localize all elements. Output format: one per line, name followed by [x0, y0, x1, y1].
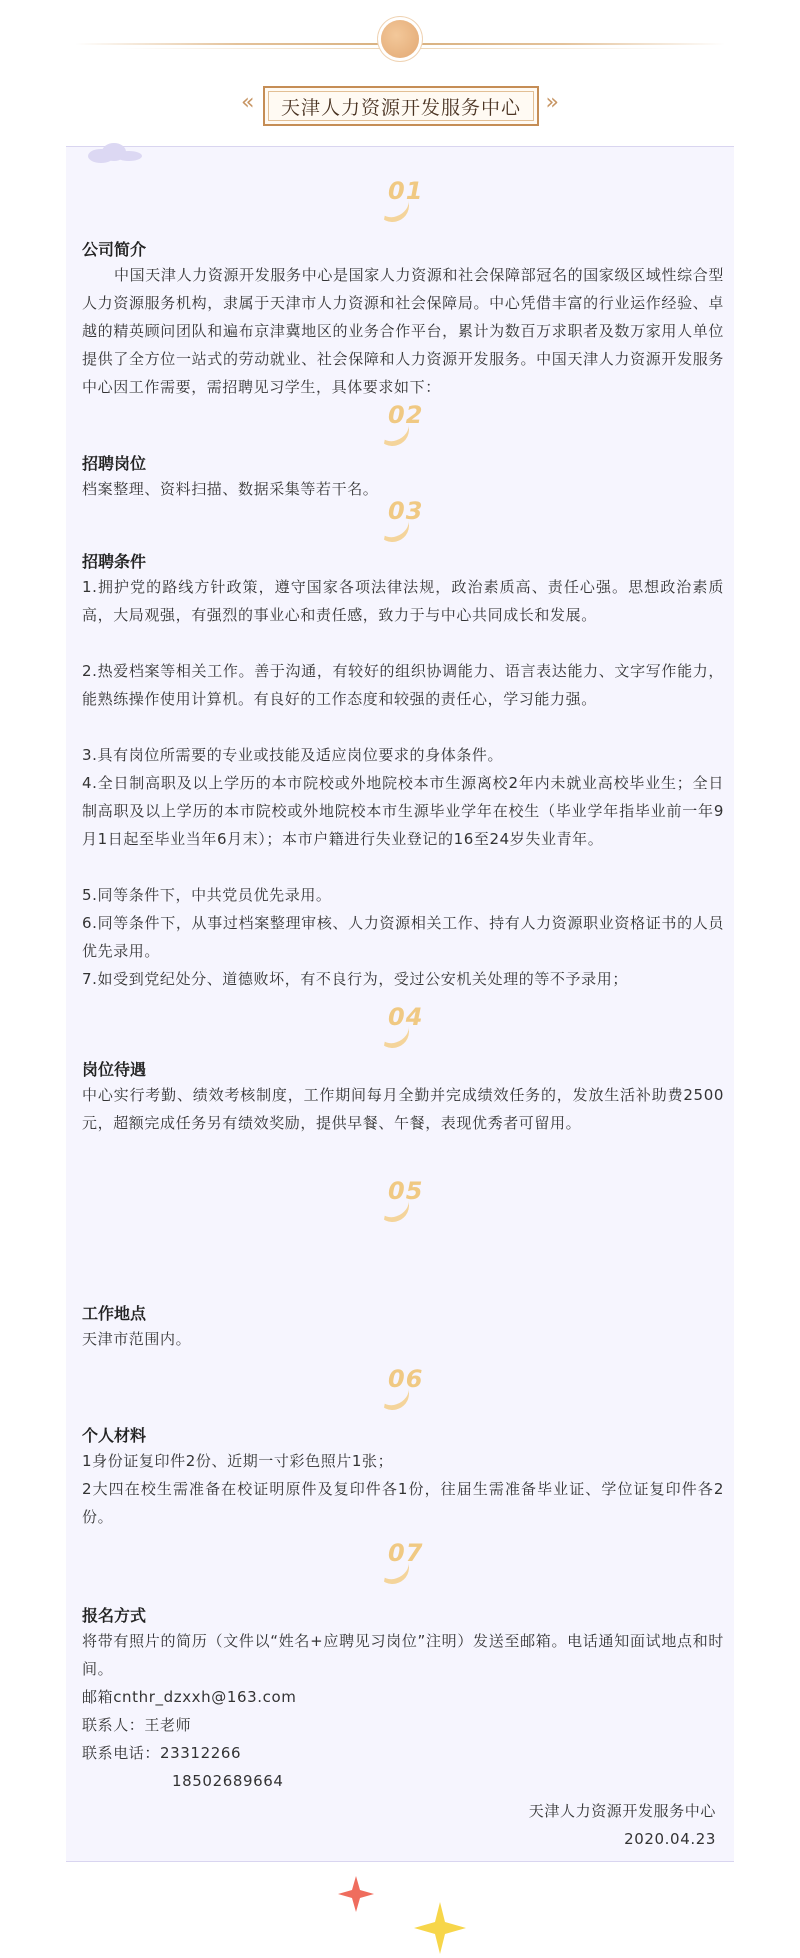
benefits-paragraph: 中心实行考勤、绩效考核制度，工作期间每月全勤并完成绩效任务的，发放生活补助费2500元，超额完成任务另有绩效奖励，提供早餐、午餐，表现优秀者可留用。: [82, 1086, 724, 1132]
section-number-04: 04: [374, 1003, 434, 1045]
section-title-benefits: 岗位待遇: [82, 1060, 147, 1079]
left-chevron-ornament-icon: «: [241, 90, 255, 115]
yellow-sparkle-icon: [412, 1900, 468, 1956]
section-number-01: 01: [374, 177, 434, 219]
requirement-item-5: 5.同等条件下，中共党员优先录用。: [82, 886, 332, 904]
footer-date: 2020.04.23: [624, 1830, 716, 1848]
section-number-07: 07: [374, 1539, 434, 1581]
section-number-02: 02: [374, 401, 434, 443]
page-title-banner: [241, 86, 559, 126]
section-title-company-intro: 公司简介: [82, 240, 147, 259]
requirement-item-6: 6.同等条件下，从事过档案整理审核、人力资源相关工作、持有人力资源职业资格证书的人员优先录用。: [82, 914, 724, 960]
section-title-materials: 个人材料: [82, 1426, 147, 1445]
requirement-item-4: 4.全日制高职及以上学历的本市院校或外地院校本市生源离校2年内未就业高校毕业生；全日制高职及以上学历的本市院校或外地院校本市生源毕业学年在校生（毕业学年指毕业前一年9月1日起至毕业当年6月末）；本市户籍进行失业登记的16至24岁失业青年。: [82, 774, 724, 848]
right-chevron-ornament-icon: »: [545, 90, 559, 115]
red-sparkle-icon: [336, 1874, 376, 1914]
section-title-application: 报名方式: [82, 1606, 147, 1625]
location-paragraph: 天津市范围内。: [82, 1330, 192, 1348]
section-title-location: 工作地点: [82, 1304, 147, 1323]
section-title-positions: 招聘岗位: [82, 454, 147, 473]
footer-organization: 天津人力资源开发服务中心: [528, 1802, 716, 1820]
cloud-ornament-icon: [80, 141, 144, 167]
materials-item-1: 1身份证复印件2份、近期一寸彩色照片1张；: [82, 1452, 394, 1470]
section-title-requirements: 招聘条件: [82, 552, 147, 571]
requirement-item-1: 1.拥护党的路线方针政策，遵守国家各项法律法规，政治素质高、责任心强。思想政治素质高，大局观强，有强烈的事业心和责任感，致力于与中心共同成长和发展。: [82, 578, 724, 624]
page-title: 天津人力资源开发服务中心: [280, 96, 521, 119]
section-number-03: 03: [374, 497, 434, 539]
materials-item-2: 2大四在校生需准备在校证明原件及复印件各1份，往届生需准备毕业证、学位证复印件各2份。: [82, 1480, 724, 1526]
company-intro-paragraph: 中国天津人力资源开发服务中心是国家人力资源和社会保障部冠名的国家级区域性综合型人力资源服务机构，隶属于天津市人力资源和社会保障局。中心凭借丰富的行业运作经验、卓越的精英顾问团队和遍布京津冀地区的业务合作平台，累计为数百万求职者及数万家用人单位提供了全方位一站式的劳动就业、社会保障和人力资源开发服务。中国天津人力资源开发服务中心因工作需要，需招聘见习学生，具体要求如下：: [82, 266, 724, 396]
requirement-item-7: 7.如受到党纪处分、道德败坏，有不良行为，受过公安机关处理的等不予录用；: [82, 970, 628, 988]
application-paragraph: 将带有照片的简历（文件以“姓名+应聘见习岗位”注明）发送至邮箱。电话通知面试地点和时间。: [82, 1632, 724, 1678]
application-contact-person: 联系人：王老师: [82, 1716, 192, 1734]
requirement-item-2: 2.热爱档案等相关工作。善于沟通，有较好的组织协调能力、语言表达能力、文字写作能力，能熟练操作使用计算机。有良好的工作态度和较强的责任心，学习能力强。: [82, 662, 724, 708]
positions-paragraph: 档案整理、资料扫描、数据采集等若干名。: [82, 480, 379, 498]
application-phone-2: 18502689664: [172, 1772, 284, 1790]
requirement-item-3: 3.具有岗位所需要的专业或技能及适应岗位要求的身体条件。: [82, 746, 504, 764]
application-phone: 联系电话：23312266: [82, 1744, 242, 1762]
sun-ornament-icon: [381, 20, 419, 58]
section-number-06: 06: [374, 1365, 434, 1407]
page-title-frame: [263, 86, 539, 126]
content-panel: [66, 146, 734, 1862]
application-email: 邮箱cnthr_dzxxh@163.com: [82, 1688, 297, 1706]
section-number-05: 05: [374, 1177, 434, 1219]
